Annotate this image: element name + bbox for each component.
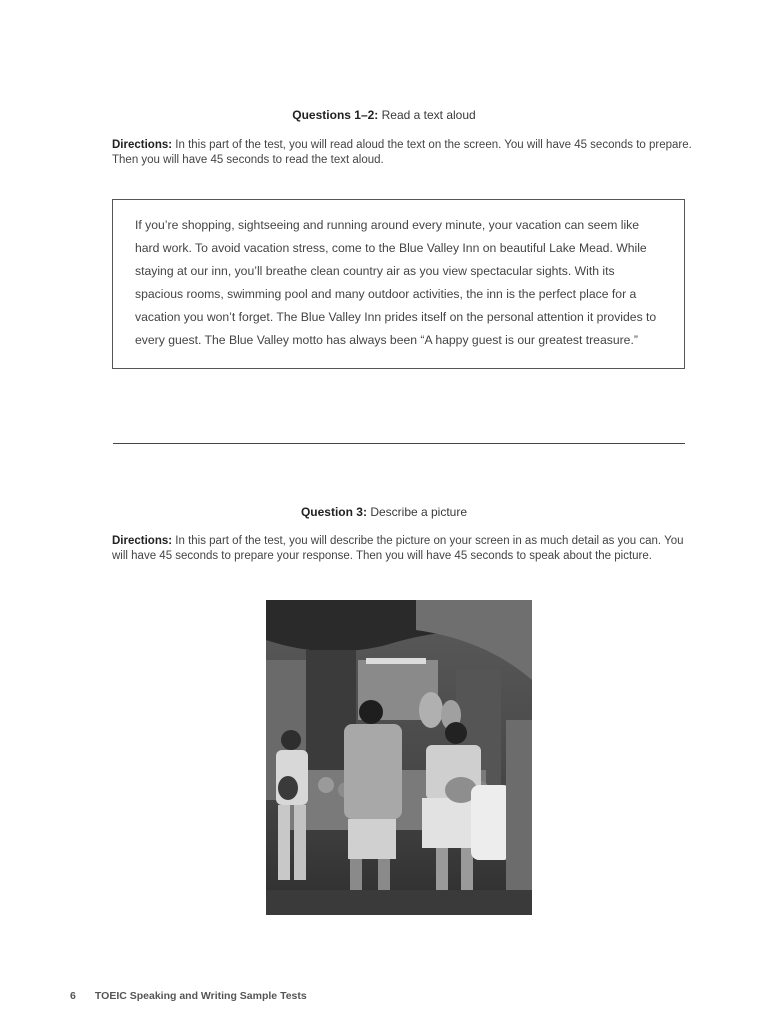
reading-passage-text: If you’re shopping, sightseeing and running around every minute, your vacation can seem like hard work. To avoid vacation stress, come to the Blue Valley Inn on beautiful Lake Mead. While staying at our inn, you’ll breathe clean country air as you view spectacular sights. With its spacious rooms, swimming pool and many outdoor activities, the inn is the perfect place for a vacation you won’t forget. The Blue Valley Inn prides itself on the personal attention it provides to every guest. The Blue Valley motto has always been “A happy guest is our greatest treasure.” [135,218,657,347]
section1-heading-number: Questions 1–2: [292,108,379,122]
section2-directions-label: Directions: [112,535,173,547]
market-scene-photo [266,600,532,915]
section1-heading-title: Read a text aloud [381,108,476,122]
reading-passage-box [112,199,685,369]
section1-heading [0,108,768,122]
page-number: 6 [70,990,76,1002]
page-footer [70,990,307,1002]
section2-directions-text: In this part of the test, you will describe the picture on your screen in as much detail as you can. You will have 45 seconds to prepare your response. Then you will have 45 seconds to speak about the picture. [112,535,684,562]
section1-directions [112,138,692,168]
section2-heading [0,505,768,519]
section2-heading-number: Question 3: [300,505,367,519]
section1-directions-text: In this part of the test, you will read aloud the text on the screen. You will have 45 seconds to prepare. Then you will have 45 seconds to read the text aloud. [112,139,692,166]
section2-directions [112,534,692,564]
section1-directions-label: Directions: [112,139,173,151]
footer-title: TOEIC Speaking and Writing Sample Tests [94,990,307,1002]
section-divider [113,443,685,444]
section2-heading-title: Describe a picture [370,505,468,519]
